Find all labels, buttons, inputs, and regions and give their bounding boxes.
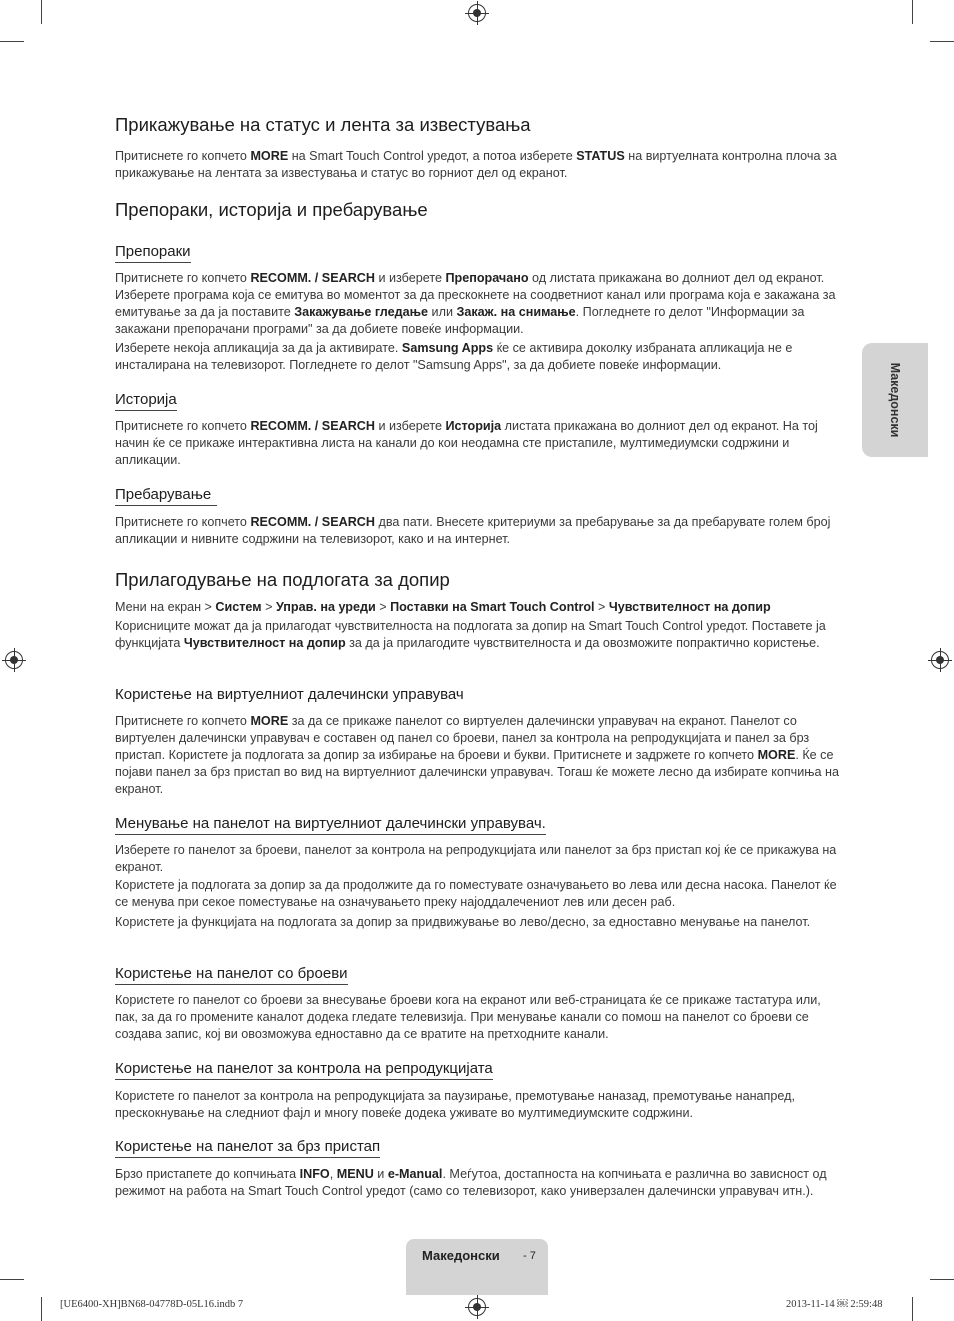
subsection-title-menu-panel: Менување на панелот на виртуелниот далечински управувач. [115,815,546,835]
page-number: - 7 [523,1250,536,1262]
subsection-title-quick-panel: Користење на панелот за брз пристап [115,1138,380,1158]
language-side-tab-label: Македонски [888,362,902,438]
subsection-title-history: Историја [115,391,177,411]
paragraph: Корисниците можат да ја прилагодат чувствителноста на подлогата за допир на Smart Touch Control уредот. Поставете ја функцијата Чувствителност на допир за да ја прилагодите чувствителноста и да овозможите попрактично користење. [115,619,826,650]
crop-mark [41,0,42,24]
page-language-label: Македонски [422,1248,500,1263]
language-side-tab [862,343,928,457]
paragraph: Користете ја функцијата на подлогата за допир за придвижување во лево/десно, за едноставно менување на панелот. [115,915,811,929]
paragraph: Брзо пристапете до копчињата INFO, MENU и e-Manual. Меѓутоа, достапноста на копчињата е различна во зависност од режимот на работа на Smart Touch Control уредот (само со телевизорот, како универзален далечински управувач итн.). [115,1167,827,1198]
paragraph: Притиснете го копчето MORE на Smart Touch Control уредот, а потоа изберете STATUS на виртуелната контролна плоча за прикажување на лентата за известувања и статус во горниот дел од екранот. [115,149,837,180]
paragraph: Изберете некоја апликација за да ја активирате. Samsung Apps ќе се активира доколку избраната апликација не е инсталирана на телевизорот. Погледнете го делот "Samsung Apps", за да добиете повеќе информации. [115,341,793,372]
paragraph: Притиснете го копчето MORE за да се прикаже панелот со виртуелен далечински управувач на екранот. Панелот со виртуелен далечински управувач е составен од панел со броеви, панел за контрола на репродукцијата и панел за брз пристап. Користете ја подлогата за допир за избирање на броеви и букви. Притиснете и задржете го копчето MORE. Ќе се појави панел за брз пристап во вид на виртуелниот далечински управувач. Тогаш ќе можете лесно да избирате копчиња на екранот. [115,714,839,796]
crop-mark [0,41,24,42]
paragraph: Притиснете го копчето RECOMM. / SEARCH два пати. Внесете критериуми за пребарување за да пребарувате голем број апликации и нивните содржини на телевизорот, како и на интернет. [115,515,831,546]
subsection-title-recomm: Препораки [115,243,191,263]
footer-file-info: [UE6400-XH]BN68-04778D-05L16.indb 7 [60,1299,244,1310]
section-title-status: Прикажување на статус и лента за известувања [115,114,531,135]
menu-path: Мени на екран > Систем > Управ. на уреди > Поставки на Smart Touch Control > Чувствителност на допир [115,600,771,614]
subsection-title-number-panel: Користење на панелот со броеви [115,965,348,985]
paragraph: Притиснете го копчето RECOMM. / SEARCH и изберете Препорачано од листата прикажана во долниот дел од екранот. Изберете програма која се емитува во моментот за да прескокнете на соодветниот канал или програма која е закажана за емитување за да ја поставите Закажување гледање или Закаж. на снимање. Погледнете го делот "Информации за закажани препорачани програми" за да добиете повеќе информации. [115,271,836,336]
paragraph: Користете ја подлогата за допир за да продолжите да го поместувате означувањето во лева или десна насока. Панелот ќе се менува при секое поместување на означувањето преку најоддалечениот лев или десен раб. [115,878,837,909]
section-title-virtual-remote: Користење на виртуелниот далечински управувач [115,686,464,703]
crop-mark [930,1279,954,1280]
crop-mark [0,1279,24,1280]
registration-mark-icon [5,651,23,669]
section-title-recommendations: Препораки, историја и пребарување [115,199,428,220]
crop-mark [41,1297,42,1321]
registration-mark-icon [468,4,486,22]
paragraph: Користете го панелот со броеви за внесување броеви кога на екранот или веб-страницата ќе се прикаже тастатура или, пак, за да го промените каналот додека гледате телевизија. При менување канали со помош на панелот со броеви се создава запис, кој ви овозможува едноставно да се вратите на претходните канали. [115,993,821,1041]
registration-mark-icon [468,1298,486,1316]
paragraph: Изберете го панелот за броеви, панелот за контрола на репродукцијата или панелот за брз пристап кој ќе се прикажува на екранот. [115,843,837,874]
page-number-tab [406,1239,548,1295]
crop-mark [912,0,913,24]
crop-mark [912,1297,913,1321]
crop-mark [930,41,954,42]
registration-mark-icon [931,651,949,669]
section-title-touchpad: Прилагодување на подлогата за допир [115,569,450,590]
footer-timestamp: 2013-11-14 ￼ 2:59:48 [786,1299,883,1310]
paragraph: Притиснете го копчето RECOMM. / SEARCH и изберете Историја листата прикажана во долниот дел од екранот. На тој начин ќе се прикаже интерактивна листа на канали до кои неодамна сте пристапиле, мултимедиумски содржини и апликации. [115,419,818,467]
subsection-title-playback-panel: Користење на панелот за контрола на репродукцијата [115,1060,493,1080]
subsection-title-search: Пребарување [115,486,217,506]
paragraph: Користете го панелот за контрола на репродукцијата за паузирање, премотување наназад, премотување нанапред, прескокнување на следниот фајл и многу повеќе додека уживате во мултимедиумските содржини. [115,1089,795,1120]
